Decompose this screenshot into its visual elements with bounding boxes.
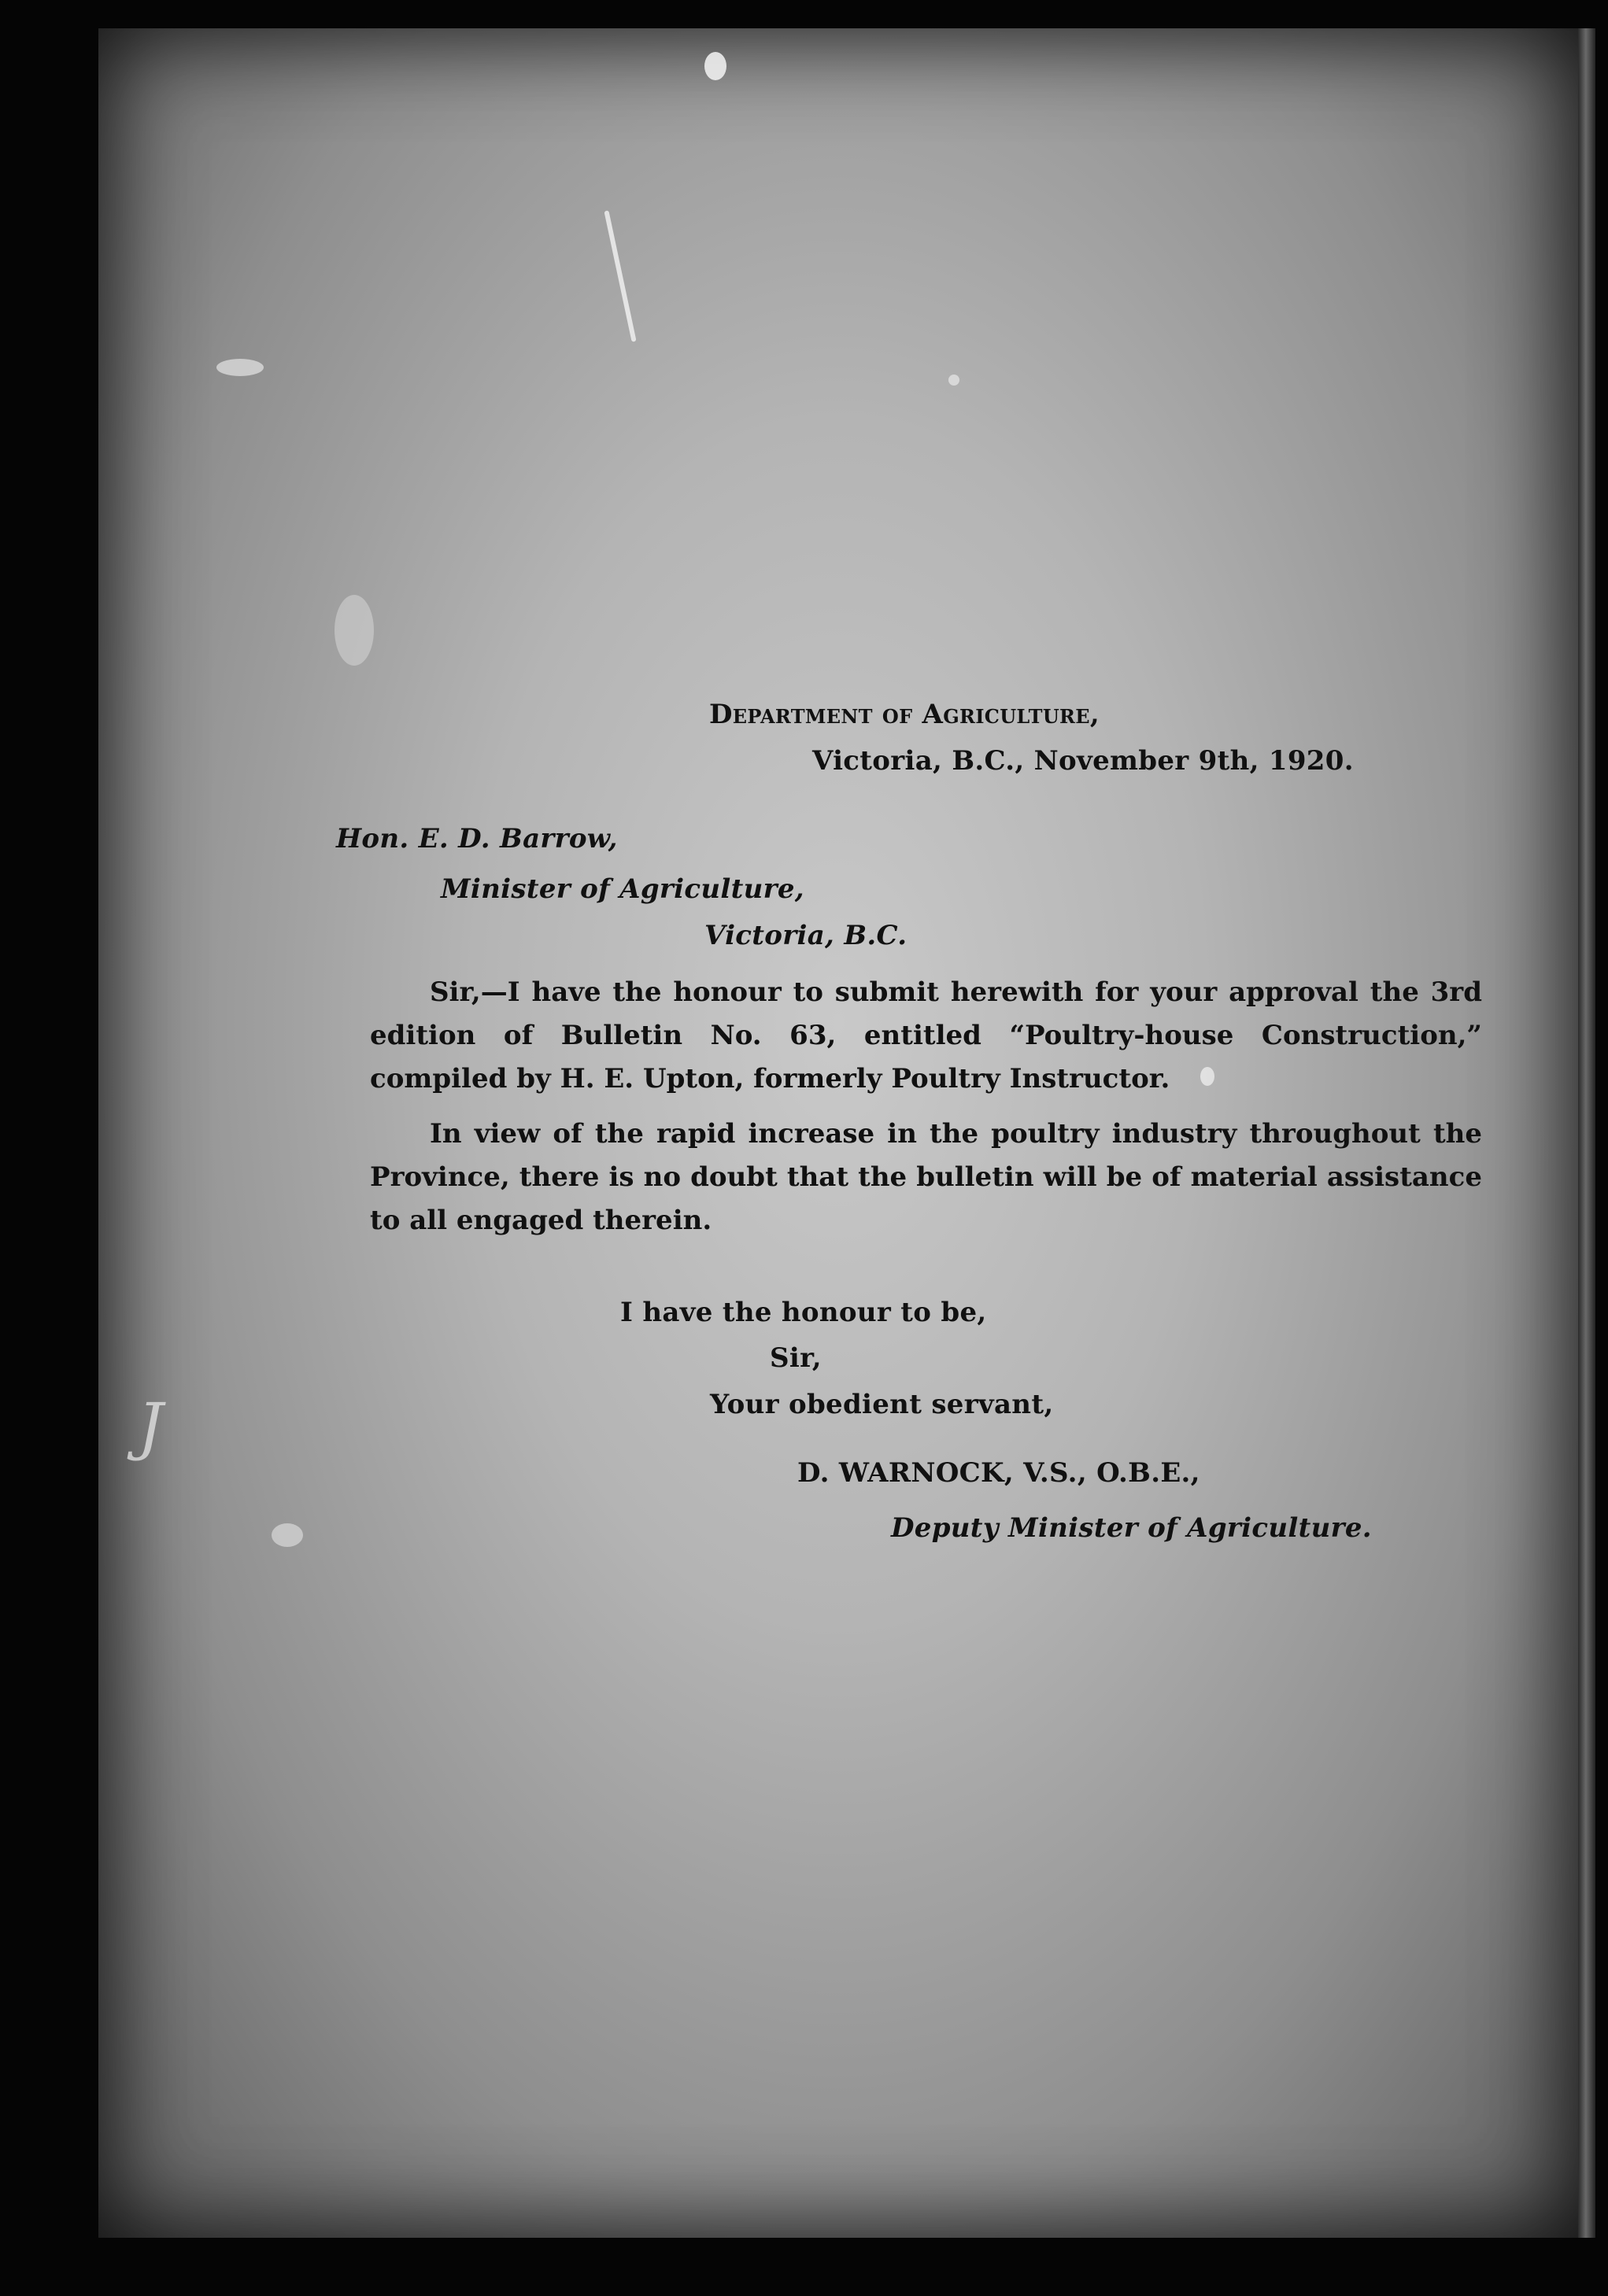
addressee-name: Hon. E. D. Barrow, xyxy=(336,823,618,855)
closing-line-1: I have the honour to be, xyxy=(620,1297,987,1328)
body-paragraph-2: In view of the rapid increase in the poultry industry throughout the Province, there is no doubt that the bulletin will be of material assistance to all engaged therein. xyxy=(370,1118,1482,1236)
document-page xyxy=(98,28,1578,2238)
body-paragraph-1: Sir,—I have the honour to submit herewith for your approval the 3rd edition of Bulletin No. 63, entitled “Poultry-house Construction,” compiled by H. E. Upton, formerly Poultry Instructor. xyxy=(370,976,1482,1094)
addressee-city: Victoria, B.C. xyxy=(704,920,908,951)
margin-pencil-mark: J xyxy=(138,1390,164,1463)
letterhead-place-date: Victoria, B.C., November 9th, 1920. xyxy=(812,745,1354,777)
signature-name: D. WARNOCK, V.S., O.B.E., xyxy=(797,1457,1200,1489)
adjacent-page-edge xyxy=(1578,28,1595,2238)
letterhead-department: Department of Agriculture, xyxy=(709,699,1100,730)
addressee-title: Minister of Agriculture, xyxy=(441,873,804,905)
signature-title: Deputy Minister of Agriculture. xyxy=(891,1512,1372,1544)
letter xyxy=(98,28,1578,2238)
closing-line-3: Your obedient servant, xyxy=(710,1389,1054,1420)
closing-line-2: Sir, xyxy=(770,1342,822,1374)
